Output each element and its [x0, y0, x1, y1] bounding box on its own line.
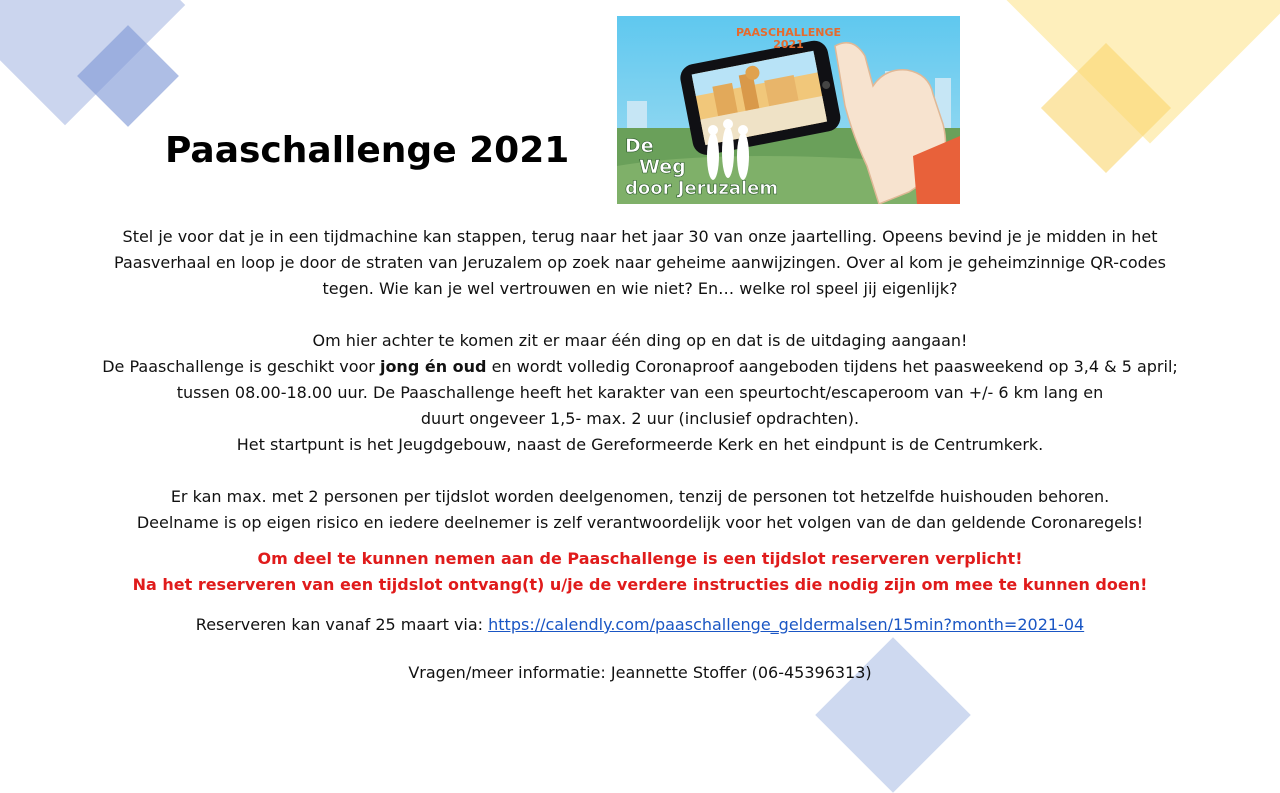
intro-line: Paasverhaal en loop je door de straten van Jeruzalem op zoek naar geheime aanwijzingen. Over al kom je geheimzinnige QR-codes [114, 253, 1166, 272]
banner-logo-line1: De [625, 135, 654, 157]
details-emphasis: jong én oud [379, 357, 487, 376]
banner-logo-line2: Weg [639, 156, 686, 178]
reserve-label: Reserveren kan vanaf 25 maart via: [195, 615, 489, 634]
page-title: Paaschallenge 2021 [165, 130, 570, 171]
details-text: De Paaschallenge is geschikt voor [102, 357, 380, 376]
banner-header-line1: PAASCHALLENGE [735, 26, 842, 39]
details-line [40, 354, 1240, 380]
notice-line: Om deel te kunnen nemen aan de Paaschallenge is een tijdslot reserveren verplicht! [257, 549, 1023, 568]
contact-line: Vragen/meer informatie: Jeannette Stoffer (06-45396313) [408, 663, 872, 682]
rules-line: Deelname is op eigen risico en iedere deelnemer is zelf verantwoordelijk voor het volgen van de dan geldende Coronaregels! [136, 513, 1144, 532]
notice-line: Na het reserveren van een tijdslot ontvang(t) u/je de verdere instructies die nodig zijn om mee te kunnen doen! [132, 575, 1148, 594]
details-line: tussen 08.00-18.00 uur. De Paaschallenge heeft het karakter van een speurtocht/escaperoom van +/- 6 km lang en [176, 383, 1104, 402]
reservation-link[interactable]: https://calendly.com/paaschallenge_geldermalsen/15min?month=2021-04 [488, 615, 1085, 634]
reserve-line [40, 612, 1240, 638]
details-line: Om hier achter te komen zit er maar één ding op en dat is de uitdaging aangaan! [312, 331, 968, 350]
rules-line: Er kan max. met 2 personen per tijdslot worden deelgenomen, tenzij de personen tot hetzelfde huishouden behoren. [170, 487, 1110, 506]
banner-header-line2: 2021 [773, 38, 804, 51]
intro-line: Stel je voor dat je in een tijdmachine kan stappen, terug naar het jaar 30 van onze jaartelling. Opeens bevind je je midden in het [122, 227, 1158, 246]
content-body [40, 224, 1240, 686]
details-line: Het startpunt is het Jeugdgebouw, naast de Gereformeerde Kerk en het eindpunt is de Centrumkerk. [236, 435, 1044, 454]
banner-logo-line3: door Jeruzalem [625, 178, 779, 199]
intro-line: tegen. Wie kan je wel vertrouwen en wie niet? En… welke rol speel jij eigenlijk? [322, 279, 958, 298]
details-line: duurt ongeveer 1,5- max. 2 uur (inclusief opdrachten). [420, 409, 860, 428]
event-banner-image [617, 16, 960, 204]
details-text: en wordt volledig Coronaproof aangeboden tijdens het paasweekend op 3,4 & 5 april; [486, 357, 1178, 376]
